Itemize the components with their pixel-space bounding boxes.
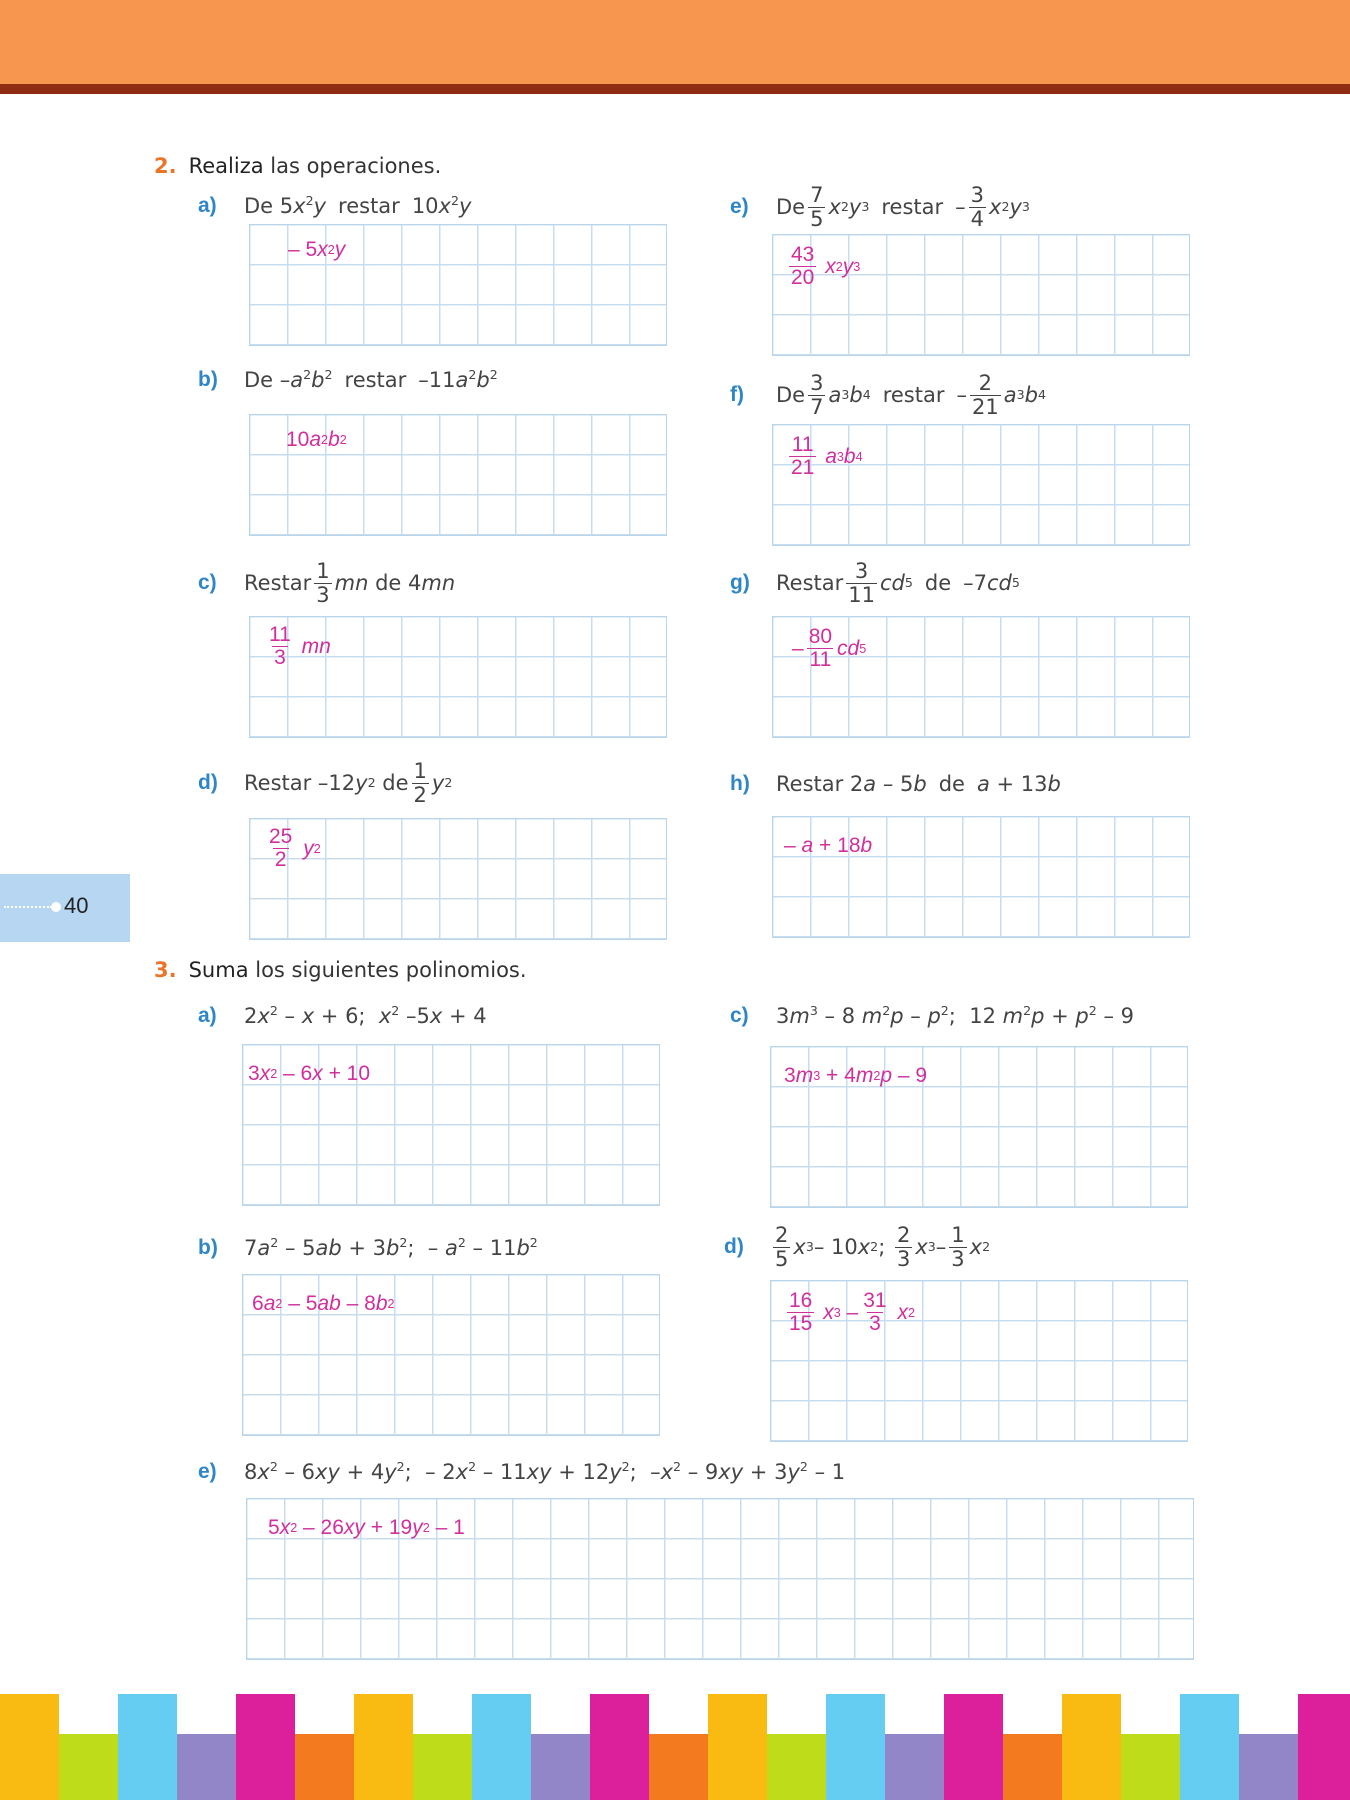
exercise-2h-expr: Restar 2a – 5b de a + 13b — [776, 772, 1061, 796]
header-strip — [0, 84, 1350, 94]
color-bar-column — [708, 1694, 767, 1800]
color-bar-column — [59, 1734, 118, 1800]
color-bar-column — [472, 1694, 531, 1800]
color-bar-column — [413, 1734, 472, 1800]
section-2-title: 2. Realiza las operaciones. — [154, 154, 442, 178]
exercise-2g-expr: Restar $\frac{3}{11}$ cd 5 de –7 cd 5 — [776, 559, 1020, 607]
exercise-2d: d) Restar –12 y 2 de $\frac{1}{2}$ y 2 — [198, 759, 453, 807]
answer-3b: 6 a 2 – 5 ab – 8 b 2 — [252, 1292, 395, 1315]
color-bar-column — [236, 1694, 295, 1800]
color-bar-column — [295, 1734, 354, 1800]
exercise-2e: e) De $\frac{7}{5}$ x 2 y 3 restar – $\frac{3}{4}$ x 2 y 3 — [730, 183, 1030, 231]
header-band — [0, 0, 1350, 84]
color-bar-column — [885, 1734, 944, 1800]
exercise-2f-expr: De $\frac{3}{7}$ a 3 b 4 restar – $\frac{2}{21}$ a 3 b 4 — [776, 371, 1046, 419]
answer-2a: – 5 x 2 y — [288, 238, 346, 261]
exercise-3b: b) $7a^2 - 5ab + 3b^2$; – $a^2 - 11b^2$ — [198, 1235, 538, 1260]
exercise-2f: f) De $\frac{3}{7}$ a 3 b 4 restar – $\frac{2}{21}$ a 3 b 4 — [730, 371, 1046, 419]
answer-3d: $\frac{16}{15}$ x 3 – $\frac{31}{3}$ x 2 — [789, 1289, 915, 1336]
answer-2c: $\frac{11}{3}$ mn — [269, 623, 331, 670]
color-bar-column — [1180, 1694, 1239, 1800]
color-bar-column — [531, 1734, 590, 1800]
answer-3e: 5 x 2 – 26 xy + 19 y 2 – 1 — [268, 1516, 465, 1539]
section-3-title: 3. Suma los siguientes polinomios. — [154, 958, 527, 982]
exercise-2g: g) Restar $\frac{3}{11}$ cd 5 de –7 cd 5 — [730, 559, 1020, 607]
exercise-2d-expr: Restar –12 y 2 de $\frac{1}{2}$ y 2 — [244, 759, 453, 807]
color-bar-column — [118, 1694, 177, 1800]
color-bar-column — [1121, 1734, 1180, 1800]
color-bar-column — [1239, 1734, 1298, 1800]
exercise-3a: a) $2x^2 - x + 6$; $x^2$ –5x + 4 — [198, 1003, 487, 1028]
answer-3a: 3 x 2 – 6 x + 10 — [248, 1062, 371, 1085]
decorative-color-bar — [0, 1694, 1350, 1800]
exercise-2e-expr: De $\frac{7}{5}$ x 2 y 3 restar – $\frac{3}{4}$ x 2 y 3 — [776, 183, 1030, 231]
exercise-2a-expr: De $5x^2y$ restar $10x^2y$ — [244, 193, 472, 218]
color-bar-column — [649, 1734, 708, 1800]
answer-2b: 10 a 2 b 2 — [286, 428, 347, 451]
exercise-2a: a) De $5x^2y$ restar $10x^2y$ — [198, 193, 472, 218]
color-bar-column — [177, 1734, 236, 1800]
answer-3c: 3 m 3 + 4 m 2 p – 9 — [784, 1064, 928, 1087]
exercise-2h: h) Restar 2a – 5b de a + 13b — [730, 772, 1061, 796]
exercise-2c-expr: Restar $\frac{1}{3}$ mn de 4 mn — [244, 559, 456, 607]
exercise-3d-expr: $\frac{2}{5}$ x 3 – 10 x 2 ; $\frac{2}{3}$ x 3 – $\frac{1}{3}$ x 2 — [775, 1223, 991, 1271]
answer-2f: $\frac{11}{21}$ a 3 b 4 — [791, 433, 863, 480]
exercise-3e-expr: $8x^2 - 6xy + 4y^2$; – $2x^2 - 11xy + 12y^2$; $-x^2 - 9xy + 3y^2 - 1$ — [244, 1459, 846, 1484]
page-number-dot — [51, 902, 61, 912]
exercise-3a-expr: $2x^2 - x + 6$; $x^2$ –5x + 4 — [244, 1003, 487, 1028]
color-bar-column — [0, 1694, 59, 1800]
exercise-3d: d) $\frac{2}{5}$ x 3 – 10 x 2 ; $\frac{2}{3}$ x 3 – $\frac{1}{3}$ x 2 — [724, 1223, 991, 1271]
exercise-2b: b) De $-a^2b^2$ restar $-11a^2b^2$ — [198, 367, 498, 392]
exercise-3b-expr: $7a^2 - 5ab + 3b^2$; – $a^2 - 11b^2$ — [244, 1235, 538, 1260]
page-number: 40 — [64, 893, 89, 918]
color-bar-column — [354, 1694, 413, 1800]
answer-2g: – $\frac{80}{11}$ cd 5 — [792, 625, 867, 672]
exercise-2c: c) Restar $\frac{1}{3}$ mn de 4 mn — [198, 559, 456, 607]
page-number-dots — [4, 906, 52, 908]
answer-2d: $\frac{25}{2}$ y 2 — [269, 825, 321, 872]
color-bar-column — [1062, 1694, 1121, 1800]
color-bar-column — [1298, 1694, 1350, 1800]
exercise-3c-expr: $3m^3 - 8$ $m^2p - p^2$; 12 $m^2p + p^2 - 9$ — [776, 1003, 1134, 1028]
color-bar-column — [826, 1694, 885, 1800]
answer-2e: $\frac{43}{20}$ x 2 y 3 — [791, 243, 861, 290]
color-bar-column — [767, 1734, 826, 1800]
color-bar-column — [944, 1694, 1003, 1800]
exercise-2b-expr: De $-a^2b^2$ restar $-11a^2b^2$ — [244, 367, 498, 392]
color-bar-column — [590, 1694, 649, 1800]
exercise-3e: e) $8x^2 - 6xy + 4y^2$; – $2x^2 - 11xy + 12y^2$; $-x^2 - 9xy + 3y^2 - 1$ — [198, 1459, 846, 1484]
answer-2h: – a + 18 b — [784, 834, 873, 857]
color-bar-column — [1003, 1734, 1062, 1800]
exercise-3c: c) $3m^3 - 8$ $m^2p - p^2$; 12 $m^2p + p^2 - 9$ — [730, 1003, 1134, 1028]
